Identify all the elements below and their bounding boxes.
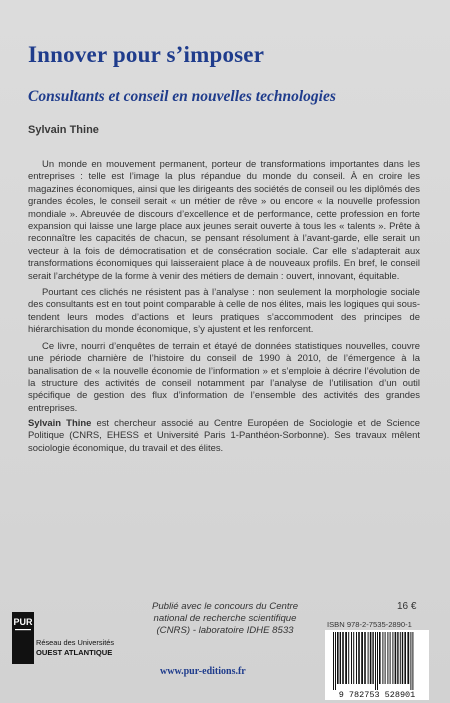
barcode-bar (353, 632, 354, 684)
barcode-bar (361, 632, 363, 684)
book-subtitle: Consultants et conseil en nouvelles technologies (28, 88, 336, 105)
logo-mark-text: PUR (13, 617, 33, 627)
barcode-bar (345, 632, 347, 684)
barcode-bar (400, 632, 401, 684)
barcode-bar (370, 632, 372, 684)
barcode-bar (333, 632, 334, 690)
barcode-bar (351, 632, 352, 684)
book-author: Sylvain Thine (28, 124, 99, 136)
barcode-bar (377, 632, 378, 690)
barcode-bar (390, 632, 391, 684)
barcode-bar (412, 632, 413, 690)
barcode-bar (392, 632, 393, 684)
price: 16 € (397, 601, 417, 612)
barcode-digits: 9 782753 528901 (338, 690, 416, 700)
blurb-paragraph: Pourtant ces clichés ne résistent pas à l’analyse : non seulement la morphologie sociale des consultants est en tout point comparable à celle de nos élites, mais les logiques qui sous-tendent leurs modes d’actions et leurs pratiques s’accommodent des principes de hiérarchisation du monde économique, s’y ajustent et les renforcent. (28, 287, 420, 336)
barcode-bar (337, 632, 339, 684)
bio-author-name: Sylvain Thine (28, 418, 92, 429)
barcode-bar (348, 632, 349, 684)
author-bio (28, 418, 420, 455)
logo-line-1: Réseau des Universités (36, 638, 115, 647)
barcode-bar (368, 632, 369, 684)
publisher-website[interactable]: www.pur-editions.fr (160, 666, 246, 677)
logo-line-2: OUEST ATLANTIQUE (36, 648, 113, 657)
barcode-bar (379, 632, 381, 684)
barcode-bar (375, 632, 376, 690)
barcode-bar (382, 632, 383, 684)
barcode-graphic (325, 630, 429, 700)
barcode-bar (340, 632, 341, 684)
isbn: ISBN 978-2-7535-2890-1 (327, 620, 412, 629)
barcode-bar (335, 632, 336, 690)
barcode-bar (402, 632, 403, 684)
blurb (28, 159, 420, 419)
barcode-bar (372, 632, 373, 684)
publisher-logo (12, 612, 152, 682)
barcode-bar (342, 632, 344, 684)
barcode (325, 630, 429, 700)
blurb-paragraph: Ce livre, nourri d’enquêtes de terrain et étayé de données statistiques nouvelles, couvre une période charnière de l’histoire du conseil de 1990 à 2010, de l’émergence à la banalisation de « la nouvelle économie de l’information » et s’emploie à décrire l’évolution de la structure des activités de conseil notamment par l’analyse de l’utilisation d’un outil spécifique de gestion des flux d’information de l’ensemble des activités des grandes entreprises. (28, 340, 420, 414)
barcode-bar (404, 632, 406, 684)
blurb-paragraph: Un monde en mouvement permanent, porteur de transformations importantes dans les entreprises : telle est l’image la plus répandue du monde du conseil. À en croire les magazines économiques, ainsi que les dirigeants des sociétés de conseil ou les diplômés des grandes écoles, le conseil serait « un métier de rêve » ou encore « la nouvelle profession mondiale ». Abreuvée de discours d’excellence et de performance, cette profession en forte expansion qui laisse une large place aux jeunes serait ouverte à tous les « talents ». Prête à reconnaître les capacités de chacun, se pensant résolument à l’avant-garde, elle serait un vecteur à la fois de démocratisation et de consécration sociale. Car elle s’adapterait aux transformations économiques qui laisseraient place à de nouveaux profils. En bref, le conseil serait l’archétype de la forme à venir des métiers de demain : ouvert, innovant, équitable. (28, 159, 420, 282)
barcode-bar (364, 632, 366, 684)
barcode-bar (387, 632, 388, 684)
barcode-bar (385, 632, 386, 684)
barcode-bar (356, 632, 357, 684)
barcode-bar (397, 632, 398, 684)
publication-credit: Publié avec le concours du Centre national de recherche scientifique (CNRS) - laboratoire IDHE 8533 (151, 601, 299, 636)
barcode-bar (395, 632, 397, 684)
book-title: Innover pour s’imposer (28, 42, 265, 67)
pur-logo-icon (12, 612, 36, 664)
bio-text: est chercheur associé au Centre Européen de Sociologie et de Science Politique (CNRS, EHESS et Université Paris 1-Panthéon-Sorbonne). Ses travaux mêlent sociologie économique, du travail et des élites. (28, 418, 420, 454)
barcode-bar (358, 632, 360, 684)
barcode-bar (407, 632, 409, 684)
barcode-bar (410, 632, 411, 690)
